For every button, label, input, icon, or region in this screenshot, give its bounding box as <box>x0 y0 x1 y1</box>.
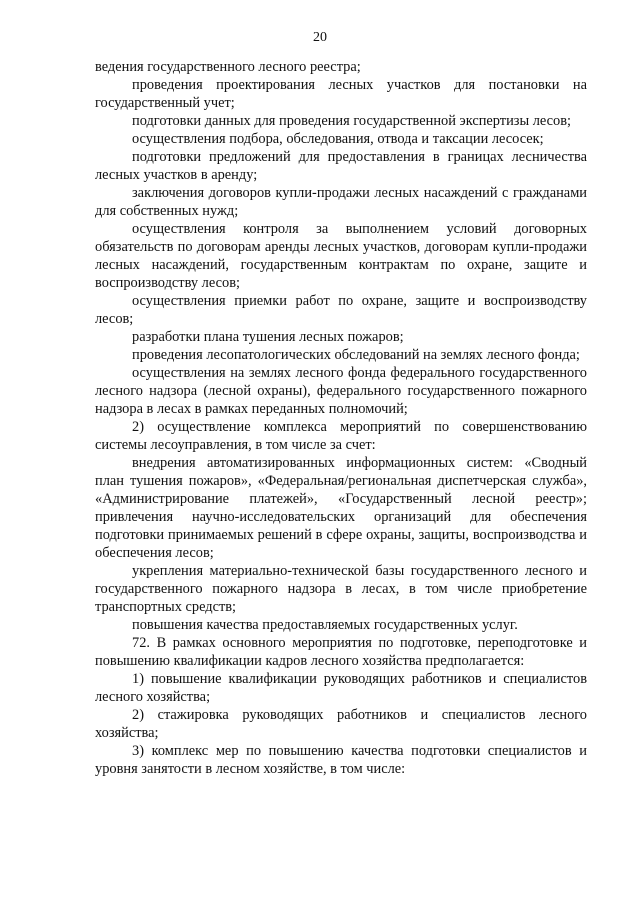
page-number: 20 <box>313 30 327 45</box>
paragraph: укрепления материально-технической базы государственного лесного и государственного пожарного надзора в лесах, в том числе приобретение транспортных средств; <box>95 563 587 615</box>
paragraph: 72. В рамках основного мероприятия по подготовке, переподготовке и повышению квалификации кадров лесного хозяйства предполагается: <box>95 635 587 669</box>
paragraph: 1) повышение квалификации руководящих работников и специалистов лесного хозяйства; <box>95 671 587 705</box>
document-body <box>95 58 587 778</box>
paragraph: проведения лесопатологических обследований на землях лесного фонда; <box>132 347 580 363</box>
paragraph: осуществления на землях лесного фонда федерального государственного лесного надзора (лесной охраны), федерального государственного пожарного надзора в лесах в рамках переданных полномочий; <box>95 365 587 417</box>
paragraph: 3) комплекс мер по повышению качества подготовки специалистов и уровня занятости в лесном хозяйстве, в том числе: <box>95 743 587 777</box>
paragraph: подготовки данных для проведения государственной экспертизы лесов; <box>132 113 572 129</box>
paragraph: подготовки предложений для предоставления в границах лесничества лесных участков в аренду; <box>95 149 587 183</box>
paragraph: осуществления подбора, обследования, отвода и таксации лесосек; <box>132 131 544 147</box>
paragraph: внедрения автоматизированных информационных систем: «Сводный план тушения пожаров», «Федеральная/региональная диспетчерская служба», «Администрирование платежей», «Государственный лесной реестр»; привлечения научно-исследовательских организаций для обеспечения подготовки принимаемых решений в сфере охраны, защиты, воспроизводства и обеспечения лесов; <box>95 455 587 561</box>
paragraph: осуществления контроля за выполнением условий договорных обязательств по договорам аренды лесных участков, договорам купли-продажи лесных насаждений, государственным контрактам по охране, защите и воспроизводству лесов; <box>95 221 587 291</box>
paragraph: ведения государственного лесного реестра; <box>95 59 361 75</box>
paragraph: повышения качества предоставляемых государственных услуг. <box>132 617 518 633</box>
paragraph: разработки плана тушения лесных пожаров; <box>132 329 404 345</box>
paragraph: заключения договоров купли-продажи лесных насаждений с гражданами для собственных нужд; <box>95 185 587 219</box>
paragraph: 2) осуществление комплекса мероприятий по совершенствованию системы лесоуправления, в том числе за счет: <box>95 419 587 453</box>
paragraph: осуществления приемки работ по охране, защите и воспроизводству лесов; <box>95 293 587 327</box>
paragraph: 2) стажировка руководящих работников и специалистов лесного хозяйства; <box>95 707 587 741</box>
paragraph: проведения проектирования лесных участков для постановки на государственный учет; <box>95 77 587 111</box>
